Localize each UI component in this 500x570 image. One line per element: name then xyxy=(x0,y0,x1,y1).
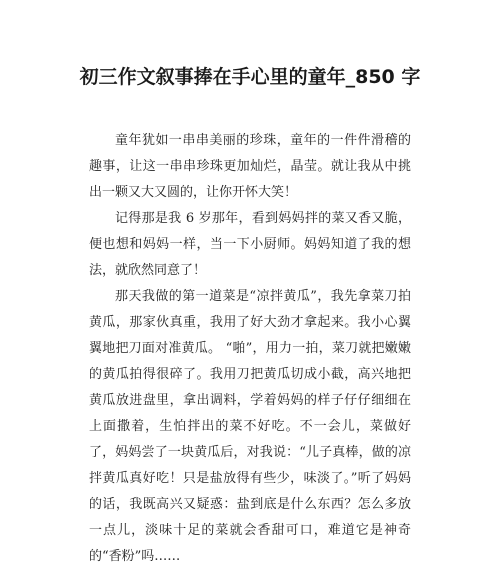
document-title: 初三作文叙事捧在手心里的童年_850 字 xyxy=(79,66,421,88)
paragraph-2: 记得那是我 6 岁那年，看到妈妈拌的菜又香又脆，便也想和妈妈一样，当一下小厨师。妈妈知道了我的想法，就欣然同意了！ xyxy=(89,211,411,278)
document-body xyxy=(89,128,411,570)
paragraph-1: 童年犹如一串串美丽的珍珠，童年的一件件滑稽的趣事，让这一串串珍珠更加灿烂，晶莹。就让我从中挑出一颗又大又圆的，让你开怀大笑！ xyxy=(89,133,411,200)
paragraph-3: 那天我做的第一道菜是“凉拌黄瓜”，我先拿菜刀拍黄瓜，那家伙真重，我用了好大劲才拿起来。我小心翼翼地把刀面对准黄瓜。 “啪”，用力一拍，菜刀就把嫩嫩的黄瓜拍得很碎了。我用刀把黄瓜切成小截，高兴地把黄瓜放进盘里，拿出调料，学着妈妈的样子仔仔细细在上面撒着，生怕拌出的菜不好吃。不一会儿，菜做好了，妈妈尝了一块黄瓜后，对我说：“儿子真棒，做的凉拌黄瓜真好吃！只是盐放得有些少，味淡了。”听了妈妈的话，我既高兴又疑惑：盐到底是什么东西？怎么多放一点儿，淡味十足的菜就会香甜可口，难道它是神奇的“香粉”吗…… xyxy=(89,289,411,564)
